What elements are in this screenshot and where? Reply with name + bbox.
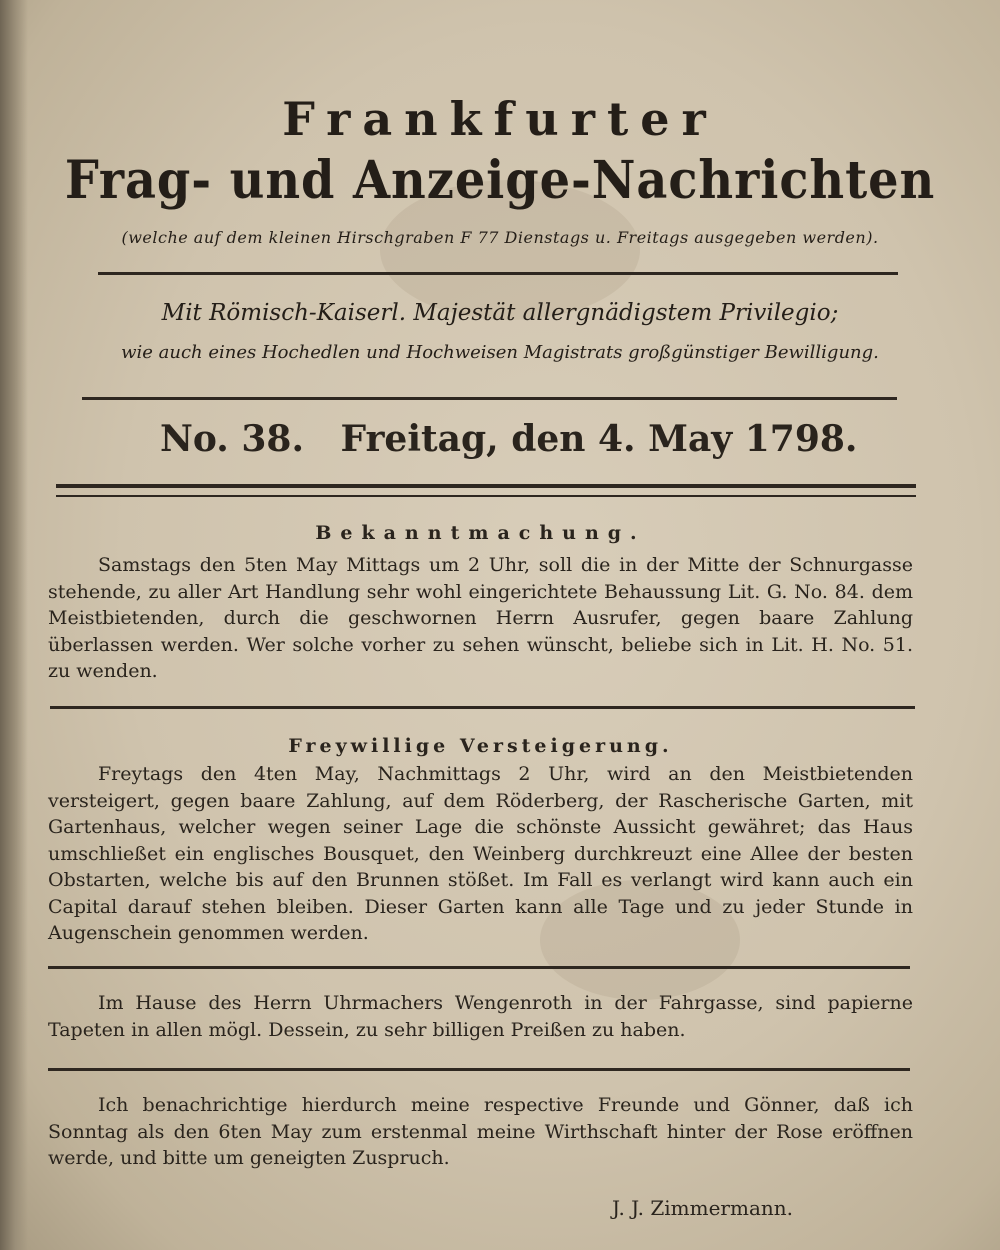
notice-text: Im Hause des Herrn Uhrmachers Wengenroth in der Fahrgasse, sind papierne Tapeten in allen mögl. Dessein, zu sehr billigen Preißen zu haben.	[48, 992, 913, 1041]
notice-tavern	[48, 1092, 913, 1172]
notice-wallpaper	[48, 990, 913, 1043]
masthead-subtitle: (welche auf dem kleinen Hirschgraben F 77 Dienstags u. Freitags ausgegeben werden).	[121, 228, 879, 247]
notice-text: Samstags den 5ten May Mittags um 2 Uhr, soll die in der Mitte der Schnurgasse stehende, zu aller Art Handlung sehr wohl eingerichtete Behaussung Lit. G. No. 84. dem Meistbietenden, durch die geschwornen Herrn Ausrufer, gegen baare Zahlung überlassen werden. Wer solche vorher zu sehen wünscht, beliebe sich in Lit. H. No. 51. zu wenden.	[48, 554, 913, 682]
notice-heading: Bekanntmachung.	[315, 522, 646, 544]
notice-text: Ich benachrichtige hierdurch meine respective Freunde und Gönner, daß ich Sonntag als den 6ten May zum erstenmal meine Wirthschaft hinter der Rose eröffnen werde, und bitte um geneigten Zuspruch.	[48, 1094, 913, 1169]
rule-divider	[50, 706, 915, 709]
rule-divider	[48, 1068, 910, 1071]
double-rule-top	[56, 484, 916, 488]
notice-announcement	[48, 522, 913, 685]
privilege-line-1: Mit Römisch-Kaiserl. Majestät allergnädigstem Privilegio;	[161, 300, 839, 326]
rule-divider	[98, 272, 898, 275]
notice-auction	[48, 735, 913, 947]
issue-line	[160, 418, 858, 460]
notice-text: Freytags den 4ten May, Nachmittags 2 Uhr, wird an den Meistbietenden versteigert, gegen baare Zahlung, auf dem Röderberg, der Rascherische Garten, mit Gartenhaus, welcher wegen seiner Lage die schönste Aussicht gewähret; das Haus umschließet ein englisches Bousquet, den Weinberg durchkreuzt eine Allee der besten Obstarten, welche bis auf den Brunnen stößet. Im Fall es verlangt wird kann auch ein Capital darauf stehen bleiben. Dieser Garten kann alle Tage und zu jeder Stunde in Augenschein genommen werden.	[48, 763, 913, 944]
masthead-city: Frankfurter	[282, 92, 718, 146]
notice-heading: Freywillige Versteigerung.	[288, 735, 673, 757]
issue-date: Freitag, den 4. May 1798.	[340, 418, 858, 460]
signature: J. J. Zimmermann.	[612, 1196, 793, 1220]
privilege-line-2: wie auch eines Hochedlen und Hochweisen Magistrats großgünstiger Bewilligung.	[121, 342, 879, 363]
rule-divider	[48, 966, 910, 969]
masthead-title: Frag- und Anzeige-Nachrichten	[64, 150, 936, 211]
book-gutter-shadow	[0, 0, 28, 1250]
rule-divider	[82, 397, 897, 400]
double-rule-bottom	[56, 495, 916, 497]
issue-number: No. 38.	[160, 418, 304, 460]
